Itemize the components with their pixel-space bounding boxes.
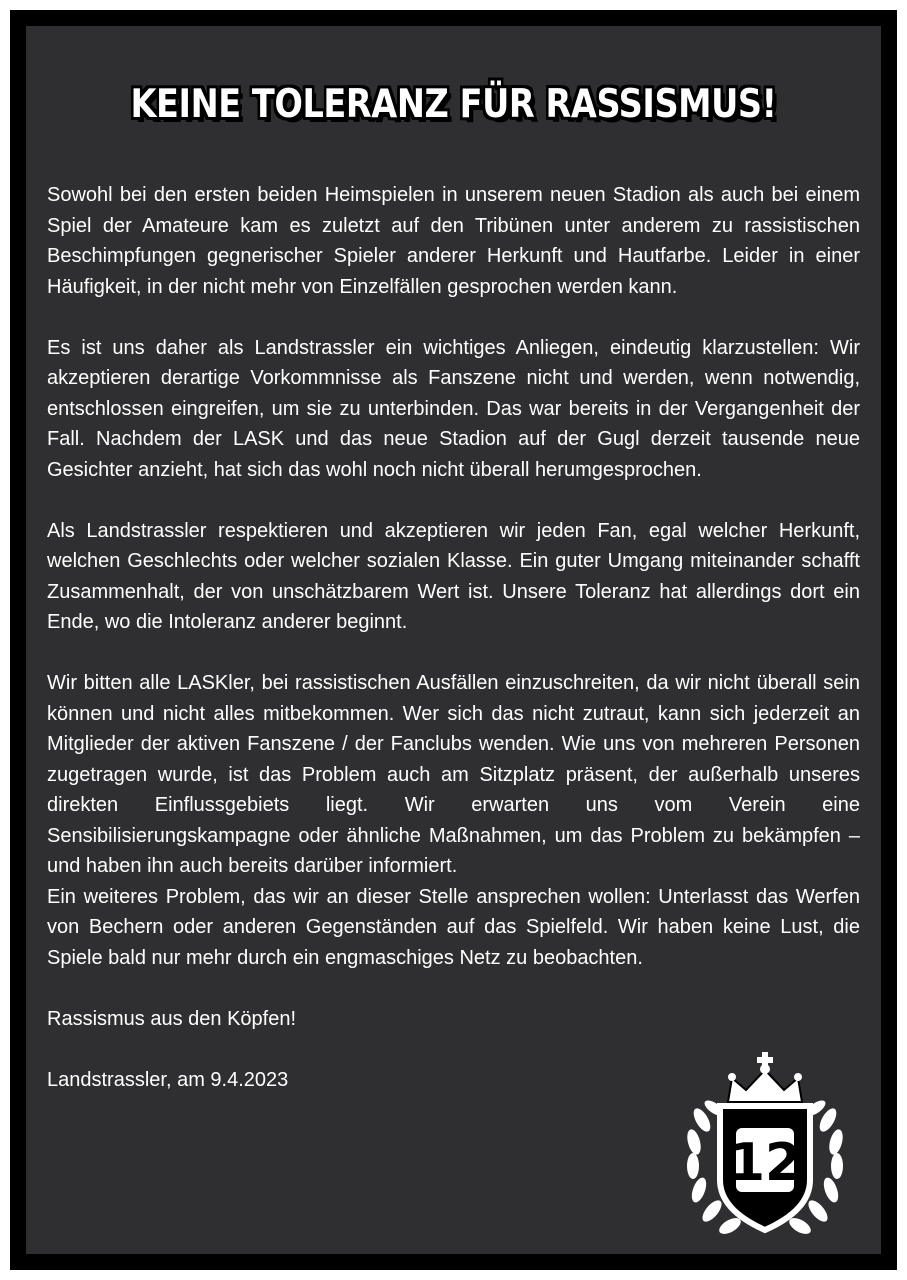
emblem-number: 12 (728, 1133, 802, 1193)
paragraph-1: Sowohl bei den ersten beiden Heimspielen in unserem neuen Stadion als auch bei einem Spiel der Amateure kam es zuletzt auf den Tribünen unter anderem zu rassistischen Beschimpfungen gegnerischer Spieler anderer Herkunft und Hautfarbe. Leider in einer Häufigkeit, in der nicht mehr von Einzelfällen gesprochen werden kann. (47, 184, 860, 298)
signature: Landstrassler, am 9.4.2023 (47, 1068, 289, 1091)
paragraph-2: Es ist uns daher als Landstrassler ein wichtiges Anliegen, eindeutig klarzustellen: Wir akzeptieren derartige Vorkommnisse als Fanszene nicht und werden, wenn notwendig, entschlossen eingreifen, um sie zu unterbinden. Das war bereits in der Vergangenheit der Fall. Nachdem der LASK und das neue Stadion auf der Gugl derzeit tausende neue Gesichter anzieht, hat sich das wohl noch nicht überall herumgesprochen. (47, 336, 860, 481)
page-title: KEINE TOLERANZ FÜR RASSISMUS! (130, 82, 777, 127)
paragraph-5: Ein weiteres Problem, das wir an dieser Stelle ansprechen wollen: Unterlasst das Werfen von Bechern oder anderen Gegenständen auf das Spielfeld. Wir haben keine Lust, die Spiele bald nur mehr durch ein engmaschiges Netz zu beobachten. (47, 885, 860, 969)
slogan: Rassismus aus den Köpfen! (47, 1007, 297, 1030)
poster-frame (10, 10, 897, 1270)
poster-panel (26, 26, 881, 1254)
paragraph-4: Wir bitten alle LASKler, bei rassistischen Ausfällen einzuschreiten, da wir nicht überall sein können und nicht alles mitbekommen. Wer sich das nicht zutraut, kann sich jederzeit an Mitglieder der aktiven Fanszene / der Fanclubs wenden. Wie uns von mehreren Personen zugetragen wurde, ist das Problem auch am Sitzplatz präsent, der außerhalb unseres direkten Einflussgebiets liegt. Wir erwarten uns vom Verein eine Sensibilisierungskampagne oder ähnliche Maßnahmen, um das Problem zu bekämpfen – und haben ihn auch bereits darüber informiert. (47, 672, 860, 877)
paragraph-3: Als Landstrassler respektieren und akzeptieren wir jeden Fan, egal welcher Herkunft, welchen Geschlechts oder welcher sozialen Klasse. Ein guter Umgang miteinander schafft Zusammenhalt, der von unschätzbarem Wert ist. Unsere Toleranz hat allerdings dort ein Ende, wo die Intoleranz anderer beginnt. (47, 519, 860, 633)
crest-12-icon (680, 1050, 850, 1242)
document-body (47, 180, 860, 1095)
crown (728, 1052, 802, 1102)
